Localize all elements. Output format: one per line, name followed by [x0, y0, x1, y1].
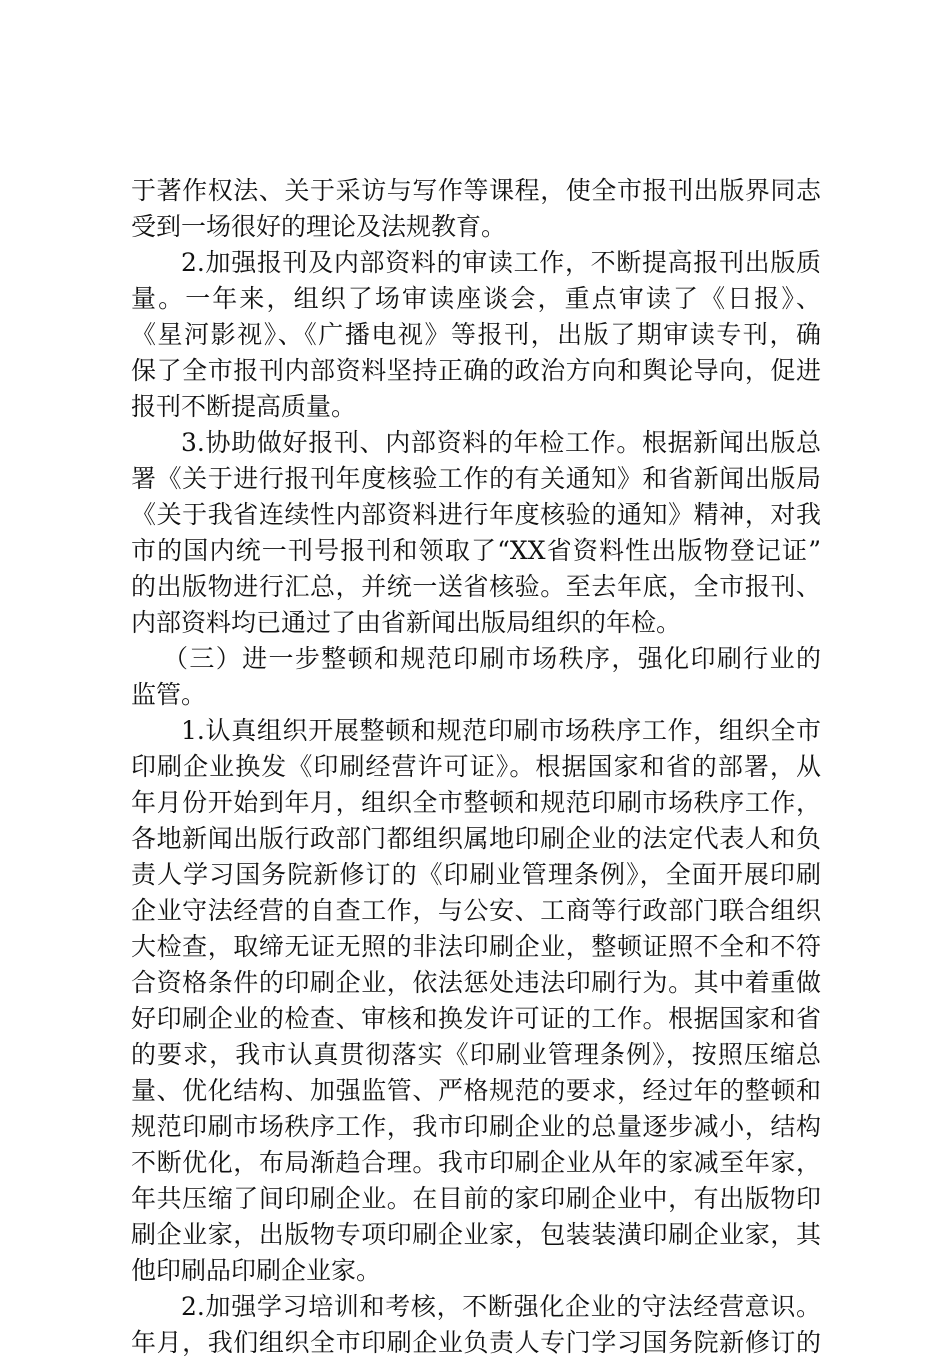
body-text-line: 年月份开始到年月，组织全市整顿和规范印刷市场秩序工作，: [131, 788, 821, 817]
body-text-line: 保了全市报刊内部资料坚持正确的政治方向和舆论导向，促进: [131, 356, 821, 385]
body-text-line: 1.认真组织开展整顿和规范印刷市场秩序工作，组织全市: [181, 716, 821, 745]
body-text-line: 各地新闻出版行政部门都组织属地印刷企业的法定代表人和负: [131, 824, 821, 853]
body-text-line: 他印刷品印刷企业家。: [131, 1256, 382, 1285]
body-text-line: 内部资料均已通过了由省新闻出版局组织的年检。: [131, 608, 682, 637]
body-text-line: 2.加强报刊及内部资料的审读工作，不断提高报刊出版质: [181, 248, 821, 277]
body-text-line: 量。一年来，组织了场审读座谈会，重点审读了《日报》、: [131, 284, 821, 313]
body-text-line: 规范印刷市场秩序工作，我市印刷企业的总量逐步减小，结构: [131, 1112, 821, 1141]
body-text-line: 不断优化，布局渐趋合理。我市印刷企业从年的家减至年家，: [131, 1148, 821, 1177]
body-text-line: 年共压缩了间印刷企业。在目前的家印刷企业中，有出版物印: [131, 1184, 821, 1213]
body-text-line: 责人学习国务院新修订的《印刷业管理条例》，全面开展印刷: [131, 860, 821, 889]
body-text-line: 印刷企业换发《印刷经营许可证》。根据国家和省的部署，从: [131, 752, 821, 781]
body-text-line: 于著作权法、关于采访与写作等课程，使全市报刊出版界同志: [131, 176, 821, 205]
body-text-line: 3.协助做好报刊、内部资料的年检工作。根据新闻出版总: [181, 428, 821, 457]
body-text-line: 大检查，取缔无证无照的非法印刷企业，整顿证照不全和不符: [131, 932, 821, 961]
body-text-line: 量、优化结构、加强监管、严格规范的要求，经过年的整顿和: [131, 1076, 821, 1105]
body-text-line: 市的国内统一刊号报刊和领取了“XX省资料性出版物登记证”: [131, 536, 821, 565]
section-heading-line: （三）进一步整顿和规范印刷市场秩序，强化印刷行业的: [163, 644, 821, 673]
body-text-line: 报刊不断提高质量。: [131, 392, 357, 421]
body-text-line: 合资格条件的印刷企业，依法惩处违法印刷行为。其中着重做: [131, 968, 821, 997]
body-text-line: 《星河影视》、《广播电视》等报刊，出版了期审读专刊，确: [131, 320, 821, 349]
body-text-line: 的出版物进行汇总，并统一送省核验。至去年底，全市报刊、: [131, 572, 821, 601]
body-text-line: 企业守法经营的自查工作，与公安、工商等行政部门联合组织: [131, 896, 821, 925]
body-text-line: 的要求，我市认真贯彻落实《印刷业管理条例》，按照压缩总: [131, 1040, 821, 1069]
body-text-line: 年月，我们组织全市印刷企业负责人专门学习国务院新修订的: [131, 1328, 821, 1357]
section-heading-line: 监管。: [131, 680, 207, 709]
body-text-line: 2.加强学习培训和考核，不断强化企业的守法经营意识。: [181, 1292, 821, 1321]
body-text-line: 好印刷企业的检查、审核和换发许可证的工作。根据国家和省: [131, 1004, 821, 1033]
body-text-line: 受到一场很好的理论及法规教育。: [131, 212, 507, 241]
body-text-line: 署《关于进行报刊年度核验工作的有关通知》和省新闻出版局: [131, 464, 821, 493]
body-text-line: 《关于我省连续性内部资料进行年度核验的通知》精神，对我: [131, 500, 821, 529]
body-text-line: 刷企业家，出版物专项印刷企业家，包装装潢印刷企业家，其: [131, 1220, 821, 1249]
